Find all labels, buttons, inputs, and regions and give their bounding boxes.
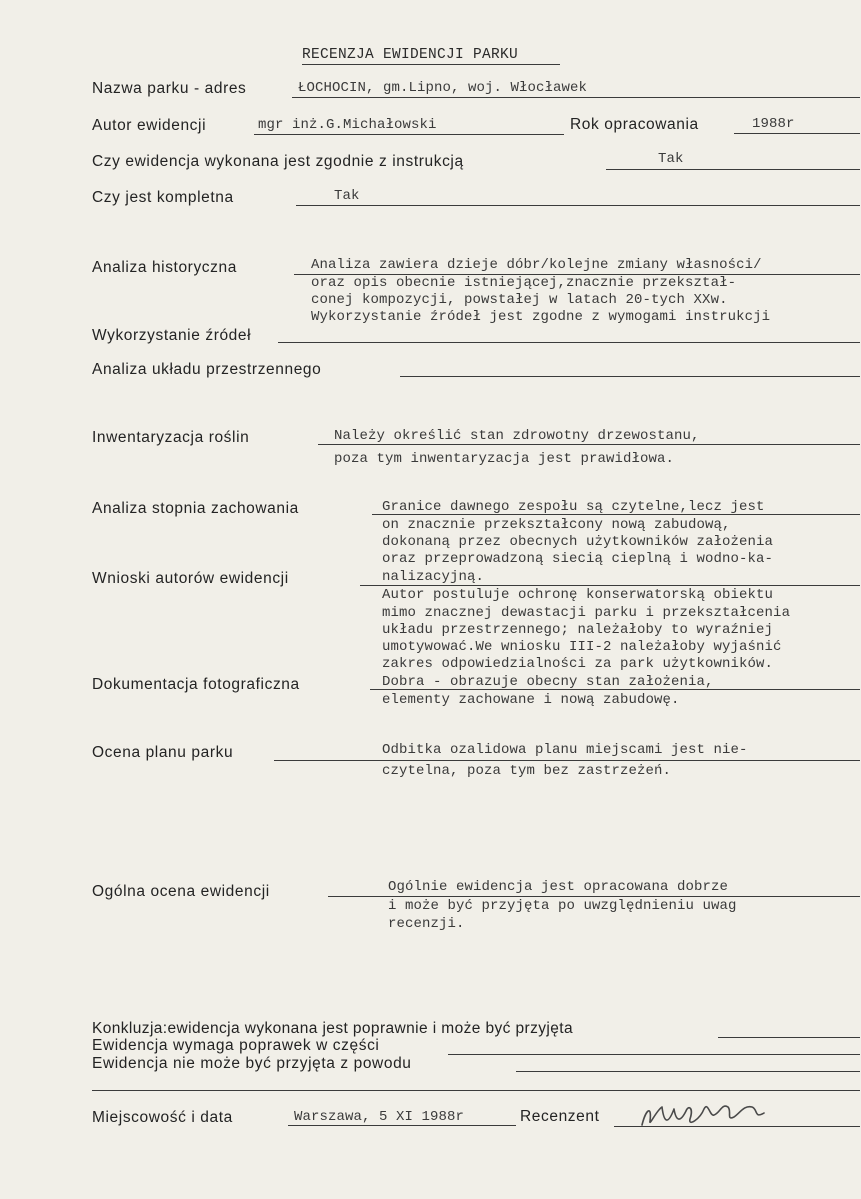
conclusion-underline-4 [92, 1090, 860, 1091]
reviewer-label: Recenzent [520, 1108, 600, 1125]
conclusions-line-3: układu przestrzennego; należałoby to wyraźniej [382, 622, 774, 638]
year-value: 1988r [752, 116, 795, 132]
preservation-underline [372, 514, 860, 515]
place-date-line [288, 1125, 516, 1126]
conclusions-line-1: Autor postuluje ochronę konserwatorską obiektu [382, 587, 774, 603]
complete-value: Tak [334, 188, 360, 204]
preservation-line-3: dokonaną przez obecnych użytkowników założenia [382, 534, 774, 550]
author-label: Autor ewidencji [92, 117, 207, 134]
photos-line-2: elementy zachowane i nową zabudowę. [382, 692, 680, 708]
plants-line-2: poza tym inwentaryzacja jest prawidłowa. [334, 451, 675, 467]
compliance-label: Czy ewidencja wykonana jest zgodnie z instrukcją [92, 153, 464, 170]
compliance-line [606, 169, 860, 170]
plan-underline [274, 760, 860, 761]
reviewer-signature [636, 1097, 776, 1133]
plants-label: Inwentaryzacja roślin [92, 429, 250, 446]
conclusions-line-2: mimo znacznej dewastacji parku i przekształcenia [382, 605, 791, 621]
conclusions-line-4: umotywować.We wniosku III-2 należałoby wyjaśnić [382, 639, 782, 655]
overall-line-2: i może być przyjęta po uwzględnieniu uwag [388, 898, 737, 914]
conclusions-label: Wnioski autorów ewidencji [92, 570, 289, 587]
author-line [254, 134, 564, 135]
title-underline [302, 64, 560, 65]
plan-label: Ocena planu parku [92, 744, 234, 761]
conclusion-underline-2 [448, 1054, 860, 1055]
compliance-value: Tak [658, 151, 684, 167]
overall-line-3: recenzji. [388, 916, 465, 932]
plants-line-1: Należy określić stan zdrowotny drzewostanu, [334, 428, 700, 444]
plants-underline [318, 444, 860, 445]
photos-underline [370, 689, 860, 690]
year-line [734, 133, 860, 134]
place-date-label: Miejscowość i data [92, 1109, 233, 1126]
place-date-value: Warszawa, 5 XI 1988r [294, 1109, 465, 1125]
preservation-line-4: oraz przeprowadzoną siecią cieplną i wodno-ka- [382, 551, 774, 567]
historical-line-3: conej kompozycji, powstałej w latach 20-tych XXw. [311, 292, 728, 308]
historical-line-2: oraz opis obecnie istniejącej,znacznie przekształ- [311, 275, 737, 291]
conclusions-line-5: zakres odpowiedzialności za park użytkowników. [382, 656, 774, 672]
conclusion-line-2: Ewidencja wymaga poprawek w części [92, 1037, 380, 1054]
preservation-line-1: Granice dawnego zespołu są czytelne,lecz jest [382, 499, 765, 515]
historical-line-1: Analiza zawiera dzieje dóbr/kolejne zmiany własności/ [311, 257, 762, 273]
page-title: RECENZJA EWIDENCJI PARKU [302, 47, 519, 63]
conclusions-underline [360, 585, 860, 586]
plan-line-1: Odbitka ozalidowa planu miejscami jest nie- [382, 742, 748, 758]
conclusion-underline-3 [516, 1071, 860, 1072]
author-value: mgr inż.G.Michałowski [258, 117, 437, 133]
park-name-value: ŁOCHOCIN, gm.Lipno, woj. Włocławek [298, 80, 588, 96]
overall-underline [328, 896, 860, 897]
year-label: Rok opracowania [570, 116, 699, 133]
historical-line-4: Wykorzystanie źródeł jest zgodne z wymogami instrukcji [311, 309, 771, 325]
conclusion-line-1: Konkluzja:ewidencja wykonana jest poprawnie i może być przyjęta [92, 1020, 573, 1037]
sources-line [278, 342, 860, 343]
overall-label: Ogólna ocena ewidencji [92, 883, 270, 900]
spatial-line [400, 376, 860, 377]
spatial-label: Analiza układu przestrzennego [92, 361, 322, 378]
preservation-label: Analiza stopnia zachowania [92, 500, 299, 517]
photos-line-1: Dobra - obrazuje obecny stan założenia, [382, 674, 714, 690]
conclusion-line-3: Ewidencja nie może być przyjęta z powodu [92, 1055, 412, 1072]
plan-line-2: czytelna, poza tym bez zastrzeżeń. [382, 763, 672, 779]
preservation-line-2: on znacznie przekształcony nową zabudową, [382, 517, 731, 533]
historical-label: Analiza historyczna [92, 259, 237, 276]
preservation-line-5: nalizacyjną. [382, 569, 485, 585]
park-name-line [292, 97, 860, 98]
complete-line [296, 205, 860, 206]
sources-label: Wykorzystanie źródeł [92, 327, 252, 344]
photos-label: Dokumentacja fotograficzna [92, 676, 300, 693]
complete-label: Czy jest kompletna [92, 189, 234, 206]
park-name-label: Nazwa parku - adres [92, 80, 247, 97]
conclusion-underline-1 [718, 1037, 860, 1038]
overall-line-1: Ogólnie ewidencja jest opracowana dobrze [388, 879, 729, 895]
